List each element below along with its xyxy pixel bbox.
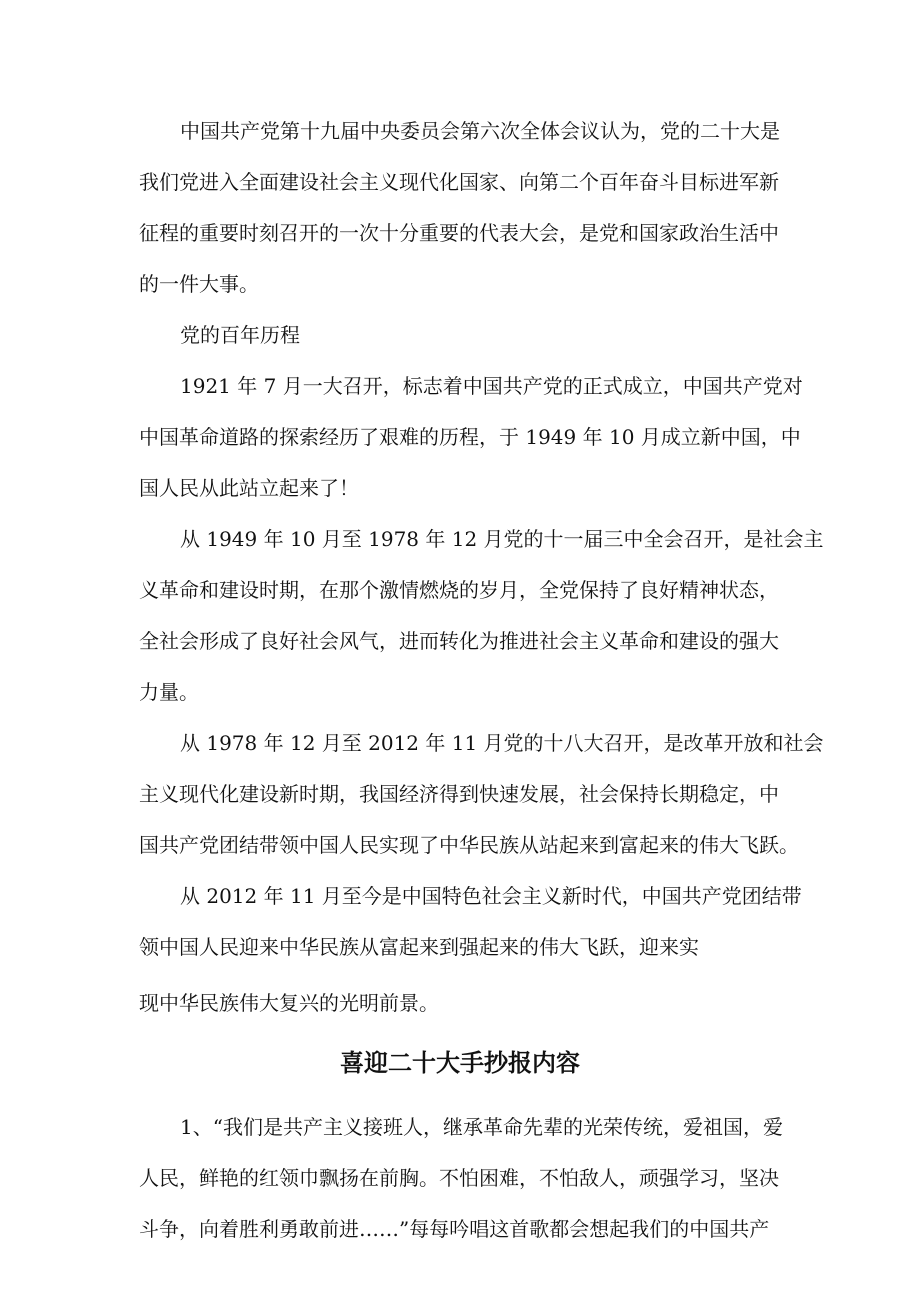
paragraph-5-line-3: 国共产党团结带领中国人民实现了中华民族从站起来到富起来的伟大飞跃。 bbox=[139, 833, 799, 857]
paragraph-3-line-2: 中国革命道路的探索经历了艰难的历程，于 1949 年 10 月成立新中国，中 bbox=[139, 425, 801, 449]
section-line-1: 1、“我们是共产主义接班人，继承革命先辈的光荣传统，爱祖国，爱 bbox=[180, 1115, 783, 1139]
section-line-2: 人民，鲜艳的红领巾飘扬在前胸。不怕困难，不怕敌人，顽强学习，坚决 bbox=[139, 1166, 779, 1190]
paragraph-1-line-3: 征程的重要时刻召开的一次十分重要的代表大会，是党和国家政治生活中 bbox=[139, 221, 779, 245]
section-heading: 喜迎二十大手抄报内容 bbox=[340, 1049, 580, 1077]
paragraph-3-line-3: 国人民从此站立起来了！ bbox=[139, 476, 359, 500]
paragraph-1-line-4: 的一件大事。 bbox=[139, 272, 259, 296]
paragraph-4-line-1: 从 1949 年 10 月至 1978 年 12 月党的十一届三中全会召开，是社会主 bbox=[180, 527, 824, 551]
paragraph-5-line-1: 从 1978 年 12 月至 2012 年 11 月党的十八大召开，是改革开放和社会 bbox=[180, 731, 824, 755]
paragraph-4-line-2: 义革命和建设时期，在那个激情燃烧的岁月，全党保持了良好精神状态， bbox=[139, 578, 779, 602]
paragraph-2-line-1: 党的百年历程 bbox=[180, 323, 300, 347]
paragraph-5-line-2: 主义现代化建设新时期，我国经济得到快速发展，社会保持长期稳定，中 bbox=[139, 782, 779, 806]
paragraph-3-line-1: 1921 年 7 月一大召开，标志着中国共产党的正式成立，中国共产党对 bbox=[180, 374, 803, 398]
paragraph-6-line-1: 从 2012 年 11 月至今是中国特色社会主义新时代，中国共产党团结带 bbox=[180, 884, 802, 908]
paragraph-1-line-2: 我们党进入全面建设社会主义现代化国家、向第二个百年奋斗目标进军新 bbox=[139, 170, 779, 194]
paragraph-1-line-1: 中国共产党第十九届中央委员会第六次全体会议认为，党的二十大是 bbox=[180, 119, 780, 143]
section-line-3: 斗争，向着胜利勇敢前进……”每每吟唱这首歌都会想起我们的中国共产 bbox=[139, 1217, 770, 1241]
paragraph-4-line-3: 全社会形成了良好社会风气，进而转化为推进社会主义革命和建设的强大 bbox=[139, 629, 779, 653]
paragraph-4-line-4: 力量。 bbox=[139, 680, 199, 704]
paragraph-6-line-3: 现中华民族伟大复兴的光明前景。 bbox=[139, 991, 439, 1015]
paragraph-6-line-2: 领中国人民迎来中华民族从富起来到强起来的伟大飞跃，迎来实 bbox=[139, 935, 699, 959]
